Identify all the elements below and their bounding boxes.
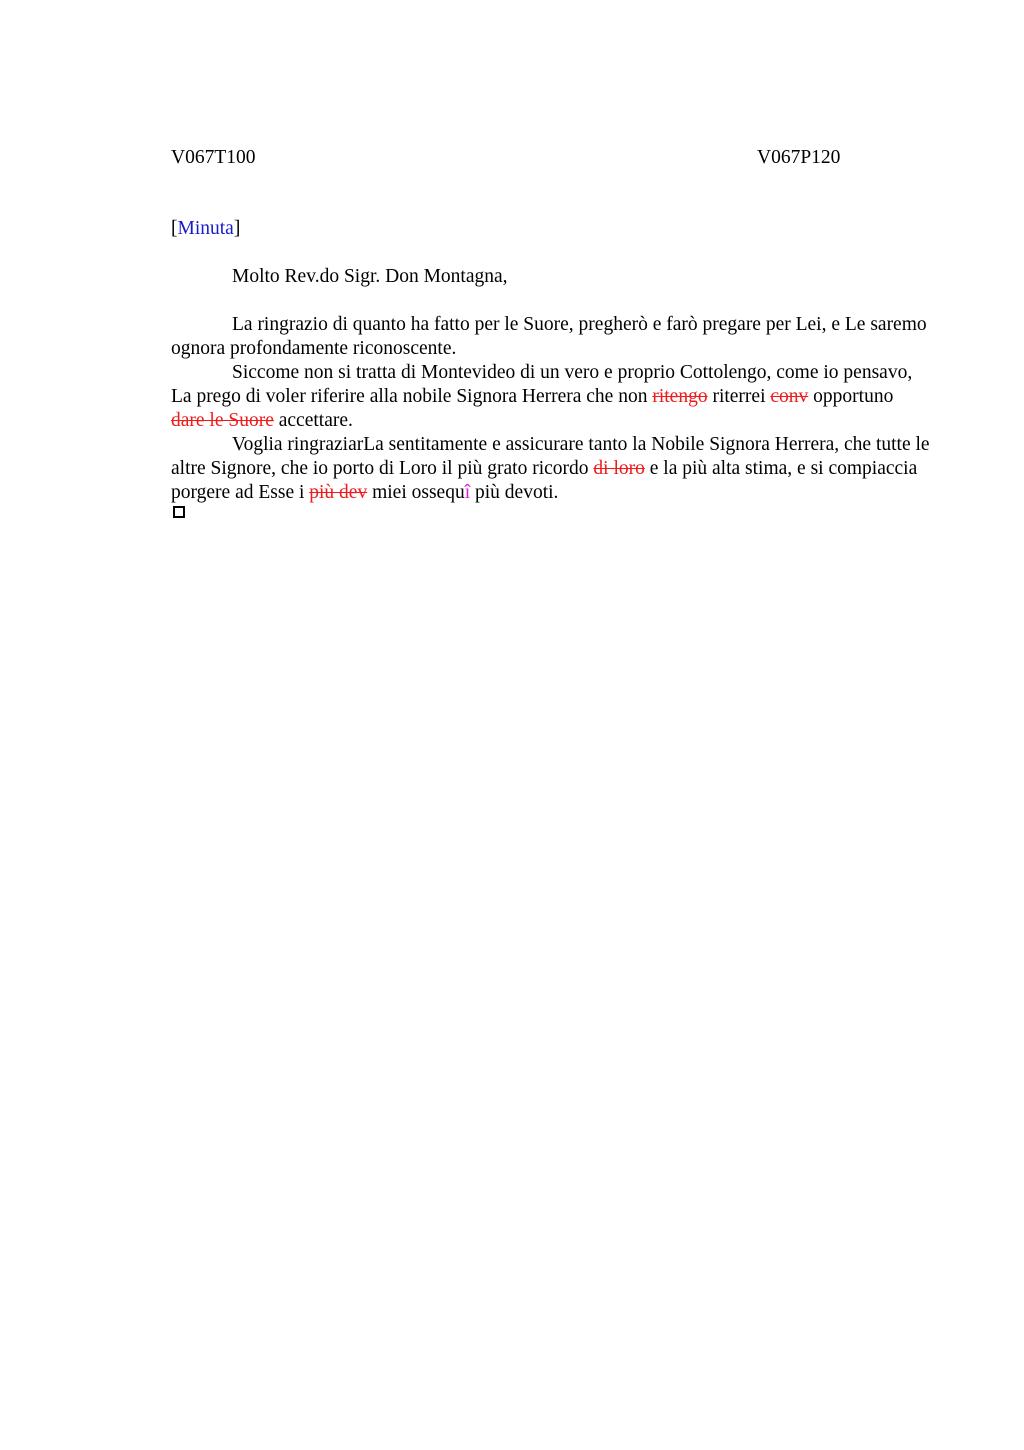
document-code-right: V067P120 — [757, 147, 841, 168]
deletion-ritengo: ritengo — [652, 386, 708, 407]
paragraph-2-text-c: opportuno — [808, 386, 894, 407]
paragraph-1: La ringrazio di quanto ha fatto per le Suore, pregherò e farò pregare per Lei, e Le saremo ognora profondamente riconoscente. — [171, 314, 927, 359]
paragraph-2-text-b: riterrei — [707, 386, 771, 407]
minuta-text: Minuta — [177, 218, 234, 239]
end-of-document-box-icon — [173, 506, 185, 518]
bracket-open: [ — [171, 218, 178, 239]
minuta-label — [171, 217, 931, 241]
insertion-accent: î — [464, 482, 471, 503]
salutation: Molto Rev.do Sigr. Don Montagna, — [232, 266, 508, 287]
deletion-piu-dev: più dev — [309, 482, 368, 503]
bracket-close: ] — [233, 218, 241, 239]
paragraph-3 — [171, 433, 931, 505]
paragraph-2-text-a: Siccome non si tratta di Montevideo di un vero e proprio Cottolengo, come io pensavo, La prego di voler riferire alla nobile Signora Herrera che non — [171, 362, 913, 407]
document-code-left: V067T100 — [171, 147, 256, 168]
deletion-conv: conv — [770, 386, 809, 407]
paragraph-3-text-a: Voglia ringraziarLa sentitamente e assicurare tanto la Nobile Signora Herrera, che tutte le altre Signore, che io porto di Loro il più grato ricordo — [171, 434, 930, 479]
deletion-di-loro: di loro — [593, 458, 645, 479]
deletion-dare-le-suore: dare le Suore — [171, 410, 274, 431]
paragraph-2-text-d: accettare. — [273, 410, 353, 431]
paragraph-3-text-b: e la più alta stima, e si compiaccia porgere ad Esse i — [171, 458, 918, 503]
paragraph-3-text-c: miei ossequ — [367, 482, 465, 503]
paragraph-2 — [171, 361, 931, 433]
paragraph-3-text-d: più devoti. — [470, 482, 559, 503]
letter-body — [171, 217, 931, 505]
